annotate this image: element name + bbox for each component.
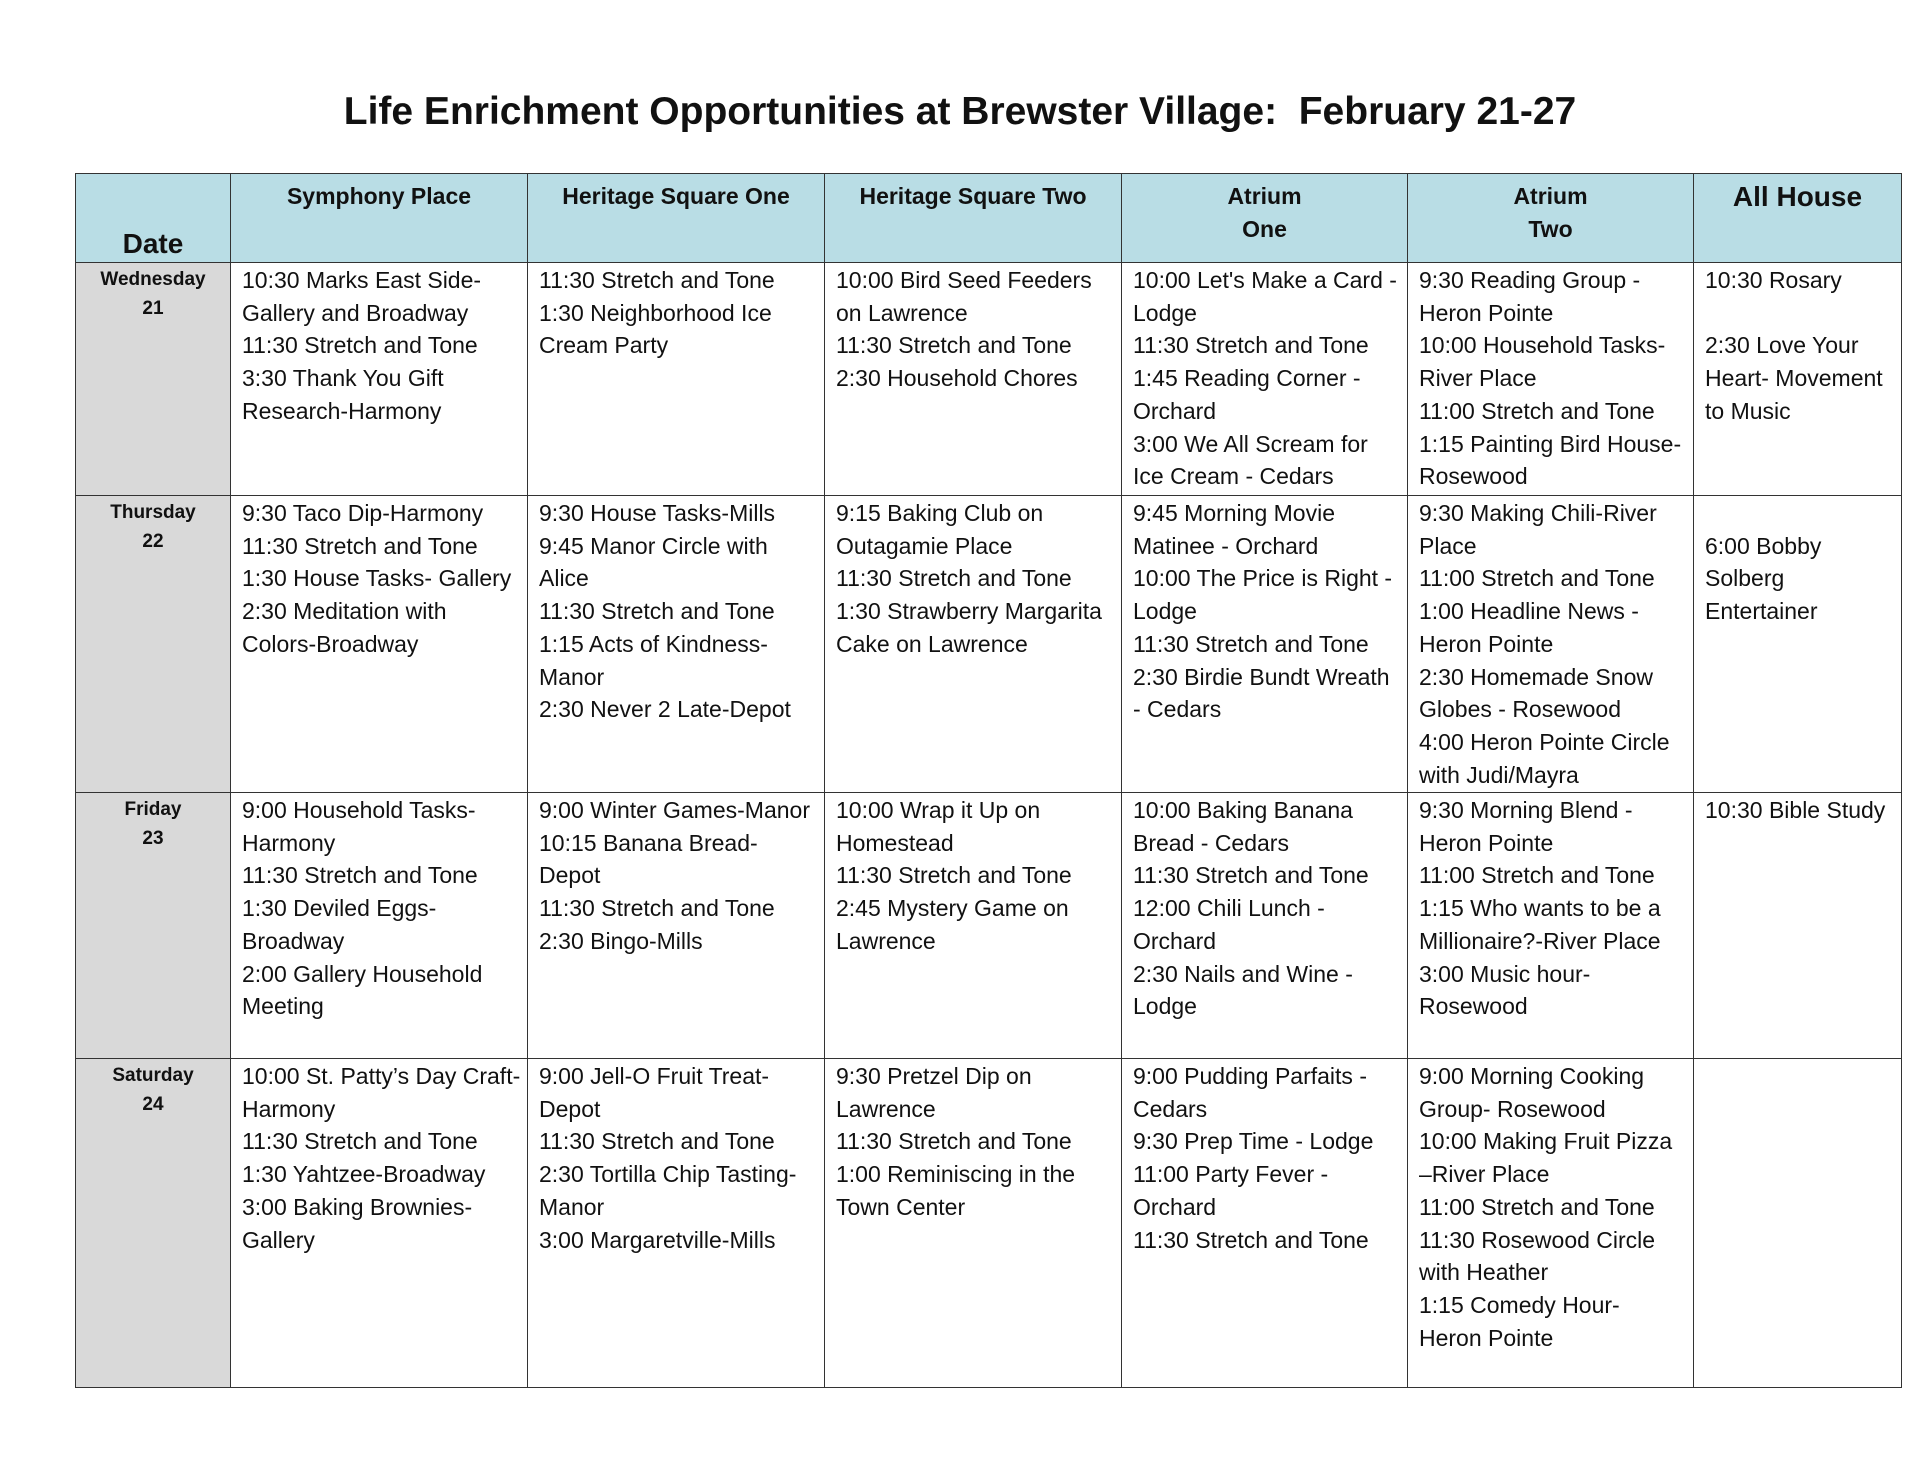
activities-atrium-two: 9:30 Reading Group - Heron Pointe 10:00 Household Tasks-River Place 11:00 Stretch and Tone 1:15 Painting Bird House-Rosewood xyxy=(1408,263,1694,496)
table-row xyxy=(76,496,1902,793)
activities-atrium-one: 9:45 Morning Movie Matinee - Orchard 10:00 The Price is Right - Lodge 11:30 Stretch and Tone 2:30 Birdie Bundt Wreath - Cedars xyxy=(1122,496,1408,793)
activities-symphony-place: 9:00 Household Tasks-Harmony 11:30 Stretch and Tone 1:30 Deviled Eggs-Broadway 2:00 Gallery Household Meeting xyxy=(231,793,528,1059)
header-heritage-square-two: Heritage Square Two xyxy=(825,174,1122,263)
header-row xyxy=(76,174,1902,263)
day-cell xyxy=(76,1059,231,1388)
activities-heritage-square-two: 10:00 Wrap it Up on Homestead 11:30 Stretch and Tone 2:45 Mystery Game on Lawrence xyxy=(825,793,1122,1059)
activities-atrium-one: 10:00 Baking Banana Bread - Cedars 11:30 Stretch and Tone 12:00 Chili Lunch - Orchard 2:30 Nails and Wine - Lodge xyxy=(1122,793,1408,1059)
header-heritage-square-one: Heritage Square One xyxy=(528,174,825,263)
activities-heritage-square-one: 9:00 Jell-O Fruit Treat-Depot 11:30 Stretch and Tone 2:30 Tortilla Chip Tasting-Manor 3:00 Margaretville-Mills xyxy=(528,1059,825,1388)
activities-atrium-one: 10:00 Let's Make a Card - Lodge 11:30 Stretch and Tone 1:45 Reading Corner - Orchard 3:00 We All Scream for Ice Cream - Cedars xyxy=(1122,263,1408,496)
activities-all-house xyxy=(1694,1059,1902,1388)
activities-atrium-two: 9:30 Making Chili-River Place 11:00 Stretch and Tone 1:00 Headline News - Heron Pointe 2:30 Homemade Snow Globes - Rosewood 4:00 Heron Pointe Circle with Judi/Mayra xyxy=(1408,496,1694,793)
day-cell xyxy=(76,263,231,496)
activities-all-house: 10:30 Bible Study xyxy=(1694,793,1902,1059)
activities-atrium-two: 9:30 Morning Blend - Heron Pointe 11:00 Stretch and Tone 1:15 Who wants to be a Millionaire?-River Place 3:00 Music hour- Rosewood xyxy=(1408,793,1694,1059)
day-name: Wednesday xyxy=(100,269,206,290)
activities-heritage-square-one: 11:30 Stretch and Tone 1:30 Neighborhood Ice Cream Party xyxy=(528,263,825,496)
table-row xyxy=(76,263,1902,496)
activities-all-house: 6:00 Bobby Solberg Entertainer xyxy=(1694,496,1902,793)
header-atrium-one: Atrium One xyxy=(1122,174,1408,263)
activities-heritage-square-two: 9:30 Pretzel Dip on Lawrence 11:30 Stretch and Tone 1:00 Reminiscing in the Town Center xyxy=(825,1059,1122,1388)
activities-atrium-one: 9:00 Pudding Parfaits - Cedars 9:30 Prep Time - Lodge 11:00 Party Fever - Orchard 11:30 Stretch and Tone xyxy=(1122,1059,1408,1388)
day-date: 21 xyxy=(142,298,164,319)
day-name: Thursday xyxy=(110,502,196,523)
day-cell xyxy=(76,793,231,1059)
day-name: Saturday xyxy=(112,1065,194,1086)
header-symphony-place: Symphony Place xyxy=(231,174,528,263)
header-atrium-two: Atrium Two xyxy=(1408,174,1694,263)
activities-symphony-place: 10:00 St. Patty’s Day Craft-Harmony 11:30 Stretch and Tone 1:30 Yahtzee-Broadway 3:00 Baking Brownies-Gallery xyxy=(231,1059,528,1388)
header-date: Date xyxy=(76,174,231,263)
table-row xyxy=(76,793,1902,1059)
table-row xyxy=(76,1059,1902,1388)
activities-symphony-place: 10:30 Marks East Side-Gallery and Broadway 11:30 Stretch and Tone 3:30 Thank You Gift Research-Harmony xyxy=(231,263,528,496)
schedule-table xyxy=(75,173,1902,1388)
page-title: Life Enrichment Opportunities at Brewster Village: February 21-27 xyxy=(343,90,1577,133)
activities-all-house: 10:30 Rosary 2:30 Love Your Heart- Movement to Music xyxy=(1694,263,1902,496)
activities-heritage-square-one: 9:00 Winter Games-Manor 10:15 Banana Bread-Depot 11:30 Stretch and Tone 2:30 Bingo-Mills xyxy=(528,793,825,1059)
activities-atrium-two: 9:00 Morning Cooking Group- Rosewood 10:00 Making Fruit Pizza –River Place 11:00 Stretch and Tone 11:30 Rosewood Circle with Heather 1:15 Comedy Hour- Heron Pointe xyxy=(1408,1059,1694,1388)
day-date: 22 xyxy=(142,531,164,552)
day-date: 24 xyxy=(142,1094,164,1115)
header-all-house: All House xyxy=(1694,174,1902,263)
activities-heritage-square-one: 9:30 House Tasks-Mills 9:45 Manor Circle with Alice 11:30 Stretch and Tone 1:15 Acts of Kindness-Manor 2:30 Never 2 Late-Depot xyxy=(528,496,825,793)
day-cell xyxy=(76,496,231,793)
activities-symphony-place: 9:30 Taco Dip-Harmony 11:30 Stretch and Tone 1:30 House Tasks- Gallery 2:30 Meditation with Colors-Broadway xyxy=(231,496,528,793)
day-name: Friday xyxy=(124,799,182,820)
day-date: 23 xyxy=(142,828,164,849)
activities-heritage-square-two: 9:15 Baking Club on Outagamie Place 11:30 Stretch and Tone 1:30 Strawberry Margarita Cake on Lawrence xyxy=(825,496,1122,793)
activities-heritage-square-two: 10:00 Bird Seed Feeders on Lawrence 11:30 Stretch and Tone 2:30 Household Chores xyxy=(825,263,1122,496)
